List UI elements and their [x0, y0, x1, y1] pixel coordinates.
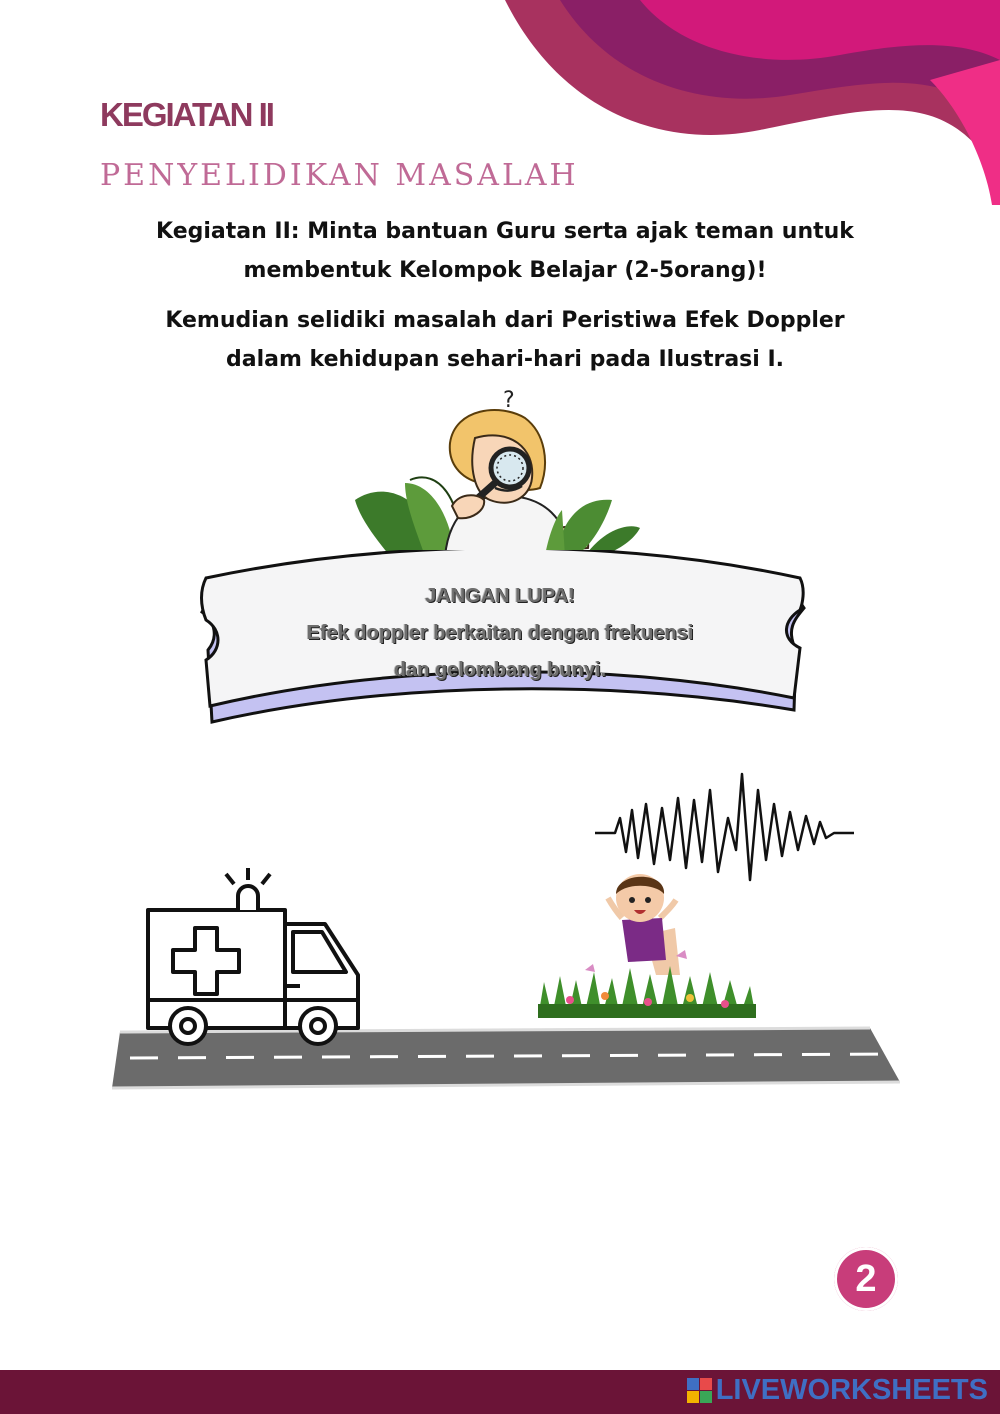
question-mark: ?: [503, 388, 515, 413]
instruction-line: dalam kehidupan sehari-hari pada Ilustrasi I.: [225, 347, 785, 372]
instruction-paragraph-2: [110, 301, 900, 379]
reminder-heading: JANGAN LUPA!: [425, 585, 575, 607]
ambulance-icon: [148, 868, 358, 1044]
instruction-line: Kemudian selidiki masalah dari Peristiwa Efek Doppler: [165, 308, 845, 333]
reminder-text: [230, 578, 770, 689]
watermark-text: LIVEWORKSHEETS: [715, 1374, 988, 1406]
road-icon: [112, 1028, 900, 1088]
page-number-badge: [834, 1247, 898, 1311]
page-number: 2: [855, 1257, 877, 1300]
child-icon: [608, 874, 680, 975]
liveworksheets-logo-icon: [687, 1378, 712, 1403]
reminder-line: Efek doppler berkaitan dengan frekuensi: [306, 622, 694, 644]
instruction-paragraph-1: [110, 212, 900, 290]
section-title: KEGIATAN II: [100, 96, 273, 133]
liveworksheets-watermark: [687, 1374, 988, 1407]
sound-wave-icon: [595, 774, 854, 880]
section-subtitle: PENYELIDIKAN MASALAH: [100, 158, 579, 193]
instruction-line: membentuk Kelompok Belajar (2-5orang)!: [243, 258, 767, 283]
reminder-line: dan gelombang bunyi.: [393, 659, 607, 681]
detective-icon: [350, 388, 650, 568]
doppler-illustration: [100, 760, 920, 1110]
instructions: [110, 212, 900, 390]
instruction-line: Kegiatan II: Minta bantuan Guru serta ajak teman untuk: [156, 219, 854, 244]
